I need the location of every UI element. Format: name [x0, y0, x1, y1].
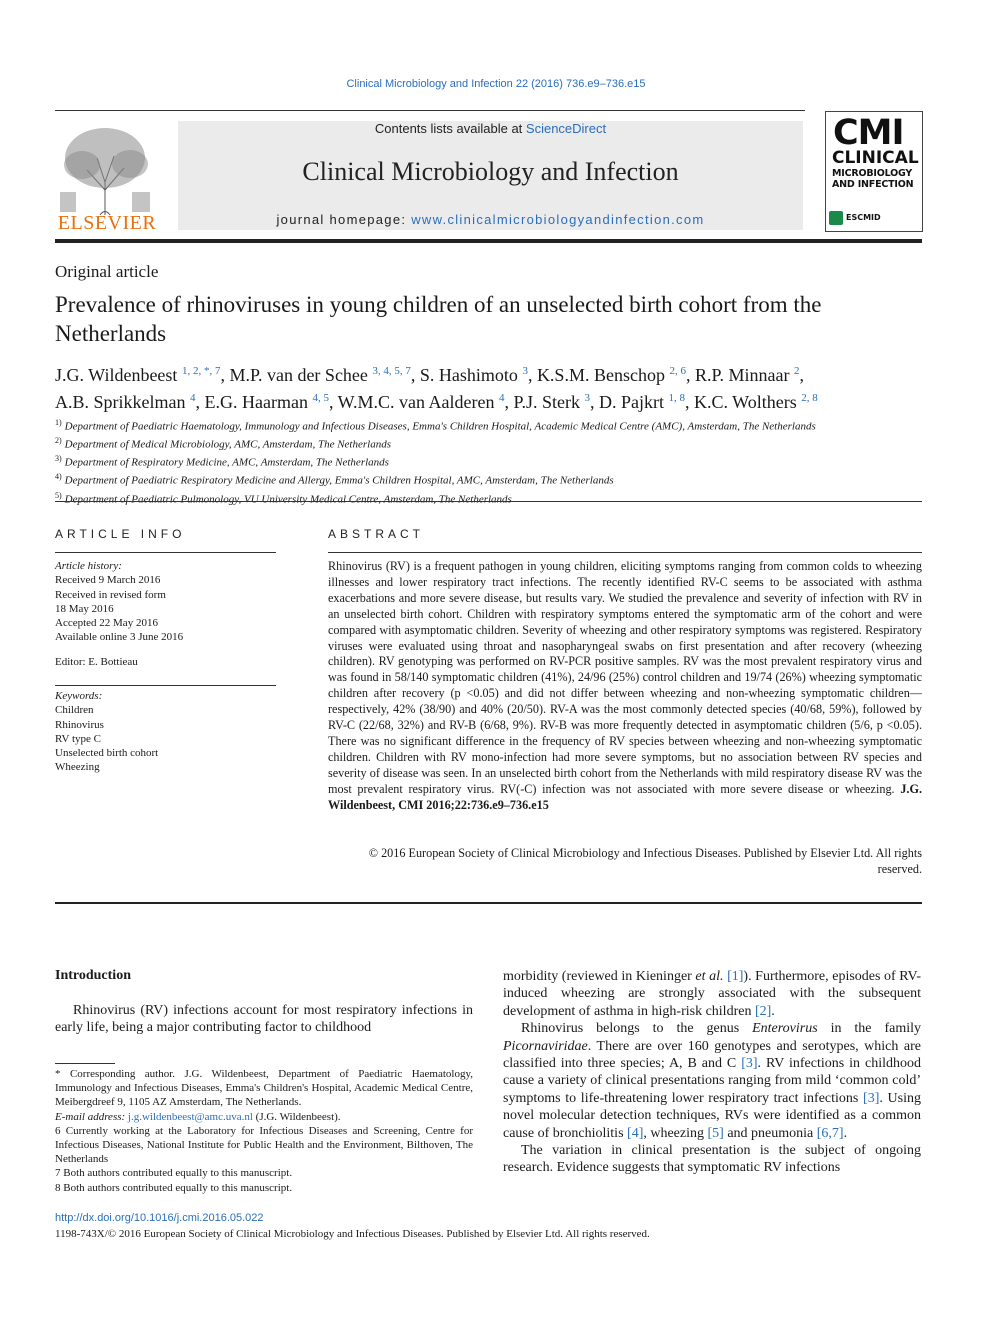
- author-separator: ,: [527, 365, 537, 385]
- author-affiliation-marks[interactable]: 3: [584, 392, 590, 404]
- text-run: .: [843, 1125, 848, 1141]
- body-paragraph: [503, 968, 921, 1020]
- affiliation: [55, 452, 925, 470]
- author-affiliation-marks[interactable]: 2: [793, 365, 800, 377]
- author-separator: ,: [195, 392, 205, 412]
- affiliation-number: 2): [55, 436, 62, 446]
- header-thick-rule: [55, 239, 922, 243]
- author-name: K.S.M. Benschop: [536, 365, 670, 385]
- text-run: . Using novel molecular detection techniques, RVs were identified as a common cause of bronchiolitis: [503, 1090, 921, 1141]
- history-line: Received in revised form: [55, 588, 166, 601]
- email-label: E-mail address:: [55, 1110, 128, 1123]
- author-name: E.G. Haarman: [204, 392, 313, 412]
- footnote-6: 6 Currently working at the Laboratory for Infectious Diseases and Screening, Centre for Infectious Diseases, National Institute for Public Health and the Environment, Bilthoven, The Netherlands: [55, 1124, 473, 1166]
- elsevier-wordmark: ELSEVIER: [57, 212, 157, 234]
- affiliation-list: [55, 416, 925, 507]
- footnote-corresponding: * Corresponding author. J.G. Wildenbeest, Department of Paediatric Haematology, Immunology and Infectious Diseases, Emma's Children's Hospital, Academic Medical Centre, Meibergdreef 9, 1105 AZ Amsterdam, The Netherlands.: [55, 1068, 473, 1109]
- history-line: Available online 3 June 2016: [55, 631, 184, 644]
- text-run: Enterovirus: [752, 1021, 818, 1037]
- text-run: Rhinovirus belongs to the genus: [521, 1021, 753, 1037]
- author-affiliation-marks[interactable]: 1, 2, *, 7: [181, 365, 221, 377]
- author-separator: ,: [220, 365, 230, 385]
- journal-citation[interactable]: Clinical Microbiology and Infection 22 (2016) 736.e9–736.e15: [346, 78, 646, 90]
- homepage-link[interactable]: www.clinicalmicrobiologyandinfection.com: [411, 212, 705, 227]
- homepage-prefix: journal homepage:: [276, 212, 412, 227]
- escmid-label: ESCMID: [846, 213, 881, 222]
- affiliation: [55, 416, 925, 434]
- text-run: in the family: [817, 1021, 921, 1037]
- article-title: Prevalence of rhinoviruses in young children of an unselected birth cohort from the Netherlands: [55, 292, 822, 346]
- affiliation-number: 5): [55, 490, 62, 500]
- keyword: Unselected birth cohort: [55, 747, 159, 760]
- email-suffix: (J.G. Wildenbeest).: [252, 1110, 341, 1123]
- cmi-badge-line1: CLINICAL: [832, 148, 919, 168]
- keywords-block: [55, 689, 276, 775]
- keyword: Children: [55, 704, 94, 717]
- reference-link[interactable]: [2]: [754, 1003, 772, 1019]
- author-name: A.B. Sprikkelman: [55, 392, 190, 412]
- text-run: . There are over 160 genotypes and serotypes, which are classified into three species; A, B and C: [503, 1038, 921, 1072]
- article-history: [55, 559, 276, 645]
- cmi-badge-text: [832, 150, 920, 189]
- cmi-badge-line2: MICROBIOLOGY: [832, 168, 913, 179]
- abstract-heading: ABSTRACT: [328, 527, 425, 541]
- text-run: et al.: [695, 969, 724, 984]
- escmid-mark-row: [829, 209, 919, 226]
- text-run: morbidity (reviewed in Kieninger: [503, 969, 696, 984]
- affiliation: [55, 470, 925, 488]
- author-separator: ,: [504, 392, 514, 412]
- affiliation-text: Department of Respiratory Medicine, AMC, Amsterdam, The Netherlands: [64, 456, 389, 469]
- introduction-heading: Introduction: [55, 968, 131, 983]
- intro-paragraph-1: Rhinovirus (RV) infections account for most respiratory infections in early life, being a major contributing factor to childhood: [55, 1003, 473, 1036]
- footnote-8: 8 Both authors contributed equally to this manuscript.: [55, 1181, 293, 1194]
- author-name: M.P. van der Schee: [229, 365, 373, 385]
- contents-prefix: Contents lists available at: [374, 121, 526, 136]
- history-line: Received 9 March 2016: [55, 574, 161, 587]
- abstract-citation: J.G. Wildenbeest, CMI 2016;22:736.e9–736.e15: [328, 781, 922, 812]
- author-name: P.J. Sterk: [513, 392, 585, 412]
- reference-link[interactable]: [4]: [627, 1125, 644, 1141]
- text-run: .: [771, 1003, 775, 1019]
- journal-homepage: [178, 212, 803, 227]
- escmid-icon: [829, 211, 843, 225]
- author-separator: ,: [685, 365, 695, 385]
- text-run: and pneumonia: [723, 1125, 817, 1141]
- article-info-rule: [55, 552, 276, 553]
- contents-availability: [178, 121, 803, 136]
- author-name: D. Pajkrt: [598, 392, 669, 412]
- issn-copyright: 1198-743X/© 2016 European Society of Clinical Microbiology and Infectious Diseases. Published by Elsevier Ltd. All rights reserved.: [55, 1228, 650, 1240]
- author-name: J.G. Wildenbeest: [55, 365, 182, 385]
- affiliation-text: Department of Medical Microbiology, AMC, Amsterdam, The Netherlands: [64, 438, 391, 451]
- author-separator: ,: [328, 392, 338, 412]
- affiliation-text: Department of Paediatric Haematology, Immunology and Infectious Diseases, Emma's Children Hospital, Academic Medical Centre (AMC), Amsterdam, The Netherlands: [64, 420, 816, 433]
- body-paragraph: [503, 1020, 921, 1142]
- author-affiliation-marks[interactable]: 3, 4, 5, 7: [372, 365, 411, 377]
- author-separator: ,: [410, 365, 420, 385]
- article-info-heading: ARTICLE INFO: [55, 527, 186, 541]
- reference-link[interactable]: [5]: [707, 1125, 724, 1141]
- editor-line: Editor: E. Bottieau: [55, 656, 138, 668]
- author-name: R.P. Minnaar: [694, 365, 794, 385]
- reference-link[interactable]: [3]: [863, 1090, 880, 1106]
- body-column-right: [503, 968, 921, 1177]
- keyword: Wheezing: [55, 761, 100, 774]
- abstract-body: Rhinovirus (RV) is a frequent pathogen in young children, eliciting symptoms ranging from common colds to wheezing illnesses and lower respiratory tract infections. The recently identified RV-C seems to be associated with asthma exacerbations and more severe disease, but results vary. We studied the prevalence and severity of infection with RV in an unselected birth cohort. Children with respiratory symptoms entered the symptomatic arm of the cohort and were compared with asymptomatic children. Severity of wheezing and other respiratory symptoms was registered. Respiratory viruses were evaluated using throat and nasopharyngeal swabs on first presentation and after recovery (wheezing children). RV genotyping was performed on RV-PCR positive samples. RV was the most prevalent respiratory virus and was found in 58/140 symptomatic children (41%), 24/96 (25%) control children and 19/74 (26%) wheezing symptomatic children after recovery (p <0.05) and did not differ between wheezing and non-wheezing symptomatic children—respectively, 42% (38/90) and 40% (20/50). RV-A was the most commonly detected species (40/68, 59%), followed by RV-C (22/68, 32%) and RV-B (6/68, 9%). RV-B was more frequently detected in asymptomatic children (5/6, p <0.05). There was no significant difference in the frequency of RV species between wheezing and non-wheezing symptomatic children. Children with RV mono-infection had more severe symptoms, but no association between RV species and severity of disease was seen. In an unselected birth cohort from the Netherlands with mild respiratory disease RV was the most prevalent respiratory virus. RV(-C) infection was not associated with more severe disease or wheezing.: [328, 559, 922, 796]
- author-affiliation-marks[interactable]: 4, 5: [312, 392, 329, 404]
- abstract-bottom-rule: [55, 902, 922, 904]
- author-affiliation-marks[interactable]: 2, 6: [669, 365, 686, 377]
- affiliation-number: 1): [55, 418, 62, 427]
- footnotes: [55, 1067, 473, 1195]
- author-list: [55, 360, 925, 414]
- abstract-copyright: © 2016 European Society of Clinical Microbiology and Infectious Diseases. Published by Elsevier Ltd. All rights reserved.: [368, 846, 922, 876]
- author-name: S. Hashimoto: [419, 365, 523, 385]
- text-run: , wheezing: [643, 1125, 708, 1141]
- author-affiliation-marks[interactable]: 3: [522, 365, 528, 377]
- footnote-7: 7 Both authors contributed equally to this manuscript.: [55, 1167, 293, 1180]
- text-run: ). Furthermore, episodes of RV-induced wheezing are strongly associated with the subsequent development of asthma in high-risk children: [503, 969, 921, 1019]
- keywords-rule: [55, 685, 276, 686]
- sciencedirect-link[interactable]: ScienceDirect: [525, 121, 607, 136]
- footnote-rule: [55, 1063, 115, 1064]
- history-line: 18 May 2016: [55, 602, 114, 615]
- keyword: Rhinovirus: [55, 718, 104, 731]
- history-line: Accepted 22 May 2016: [55, 617, 158, 630]
- author-affiliation-marks[interactable]: 4: [498, 392, 505, 404]
- affiliation-number: 4): [55, 472, 62, 482]
- doi-link[interactable]: http://dx.doi.org/10.1016/j.cmi.2016.05.022: [55, 1212, 264, 1224]
- reference-link[interactable]: [1]: [727, 969, 744, 984]
- article-type: Original article: [55, 262, 159, 281]
- abstract-rule: [328, 552, 922, 553]
- author-name: K.C. Wolthers: [693, 392, 802, 412]
- email-link[interactable]: j.g.wildenbeest@amc.uva.nl: [127, 1110, 253, 1123]
- header-top-rule: [55, 110, 805, 111]
- text-run: . RV infections in childhood cause a variety of clinical presentations ranging from mild ‘common cold’ symptoms to life-threatening lower respiratory tract infections: [503, 1056, 921, 1106]
- reference-link[interactable]: [3]: [741, 1056, 758, 1072]
- cmi-badge-line3: AND INFECTION: [832, 178, 914, 190]
- author-name: W.M.C. van Aalderen: [337, 392, 499, 412]
- author-separator: ,: [589, 392, 599, 412]
- text-run: Picornaviridae: [503, 1038, 588, 1054]
- history-label: Article history:: [55, 560, 122, 572]
- author-separator: ,: [684, 392, 694, 412]
- affiliation: [55, 434, 925, 452]
- footnote-email: [55, 1110, 473, 1124]
- section-rule: [55, 501, 922, 502]
- body-paragraph: The variation in clinical presentation is the subject of ongoing research. Evidence suggests that symptomatic RV infections: [503, 1143, 921, 1176]
- author-affiliation-marks[interactable]: 1, 8: [668, 392, 685, 404]
- affiliation-text: Department of Paediatric Pulmonology, VU University Medical Centre, Amsterdam, The Netherlands: [64, 493, 512, 506]
- affiliation-text: Department of Paediatric Respiratory Medicine and Allergy, Emma's Children Hospital, AMC, Amsterdam, The Netherlands: [64, 475, 614, 488]
- keyword: RV type C: [55, 732, 101, 745]
- affiliation-number: 3): [55, 454, 62, 464]
- affiliation: [55, 489, 925, 507]
- author-affiliation-marks[interactable]: 2, 8: [801, 392, 818, 404]
- reference-link[interactable]: [6,7]: [816, 1125, 844, 1141]
- author-separator: ,: [799, 365, 804, 385]
- keywords-label: Keywords:: [55, 690, 103, 702]
- abstract-text: [328, 559, 922, 814]
- cmi-badge-acronym: CMI: [833, 113, 904, 153]
- journal-title: Clinical Microbiology and Infection: [302, 157, 679, 186]
- author-affiliation-marks[interactable]: 4: [190, 392, 196, 404]
